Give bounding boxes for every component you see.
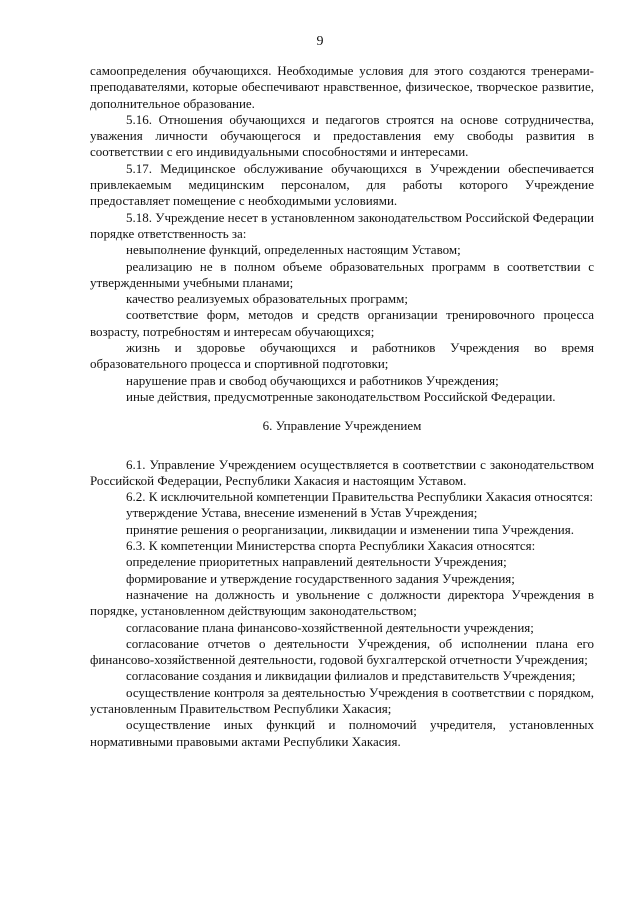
list-item: принятие решения о реорганизации, ликвидации и изменении типа Учреждения. [126,521,574,537]
list-item: иные действия, предусмотренные законодательством Российской Федерации. [126,388,556,404]
paragraph: 5.18. Учреждение несет в установленном законодательством Российской Федерации порядке ответственность за: [90,209,594,241]
paragraph: 5.17. Медицинское обслуживание обучающихся в Учреждении обеспечивается привлекаемым медицинским персоналом, для работы которого Учреждение предоставляет помещение с необходимыми условиями. [90,160,594,209]
list-item: согласование плана финансово-хозяйственной деятельности учреждения; [126,619,534,635]
list-item: формирование и утверждение государственного задания Учреждения; [126,570,515,586]
list-item: определение приоритетных направлений деятельности Учреждения; [126,554,507,570]
list-item: реализацию не в полном объеме образовательных программ в соответствии с утвержденными учебными планами; [90,258,594,290]
list-item: осуществление контроля за деятельностью Учреждения в соответствии с порядком, установленным Правительством Республики Хакасия; [90,684,594,716]
paragraph: 6.3. К компетенции Министерства спорта Республики Хакасия относятся: [126,538,536,554]
list-item: невыполнение функций, определенных настоящим Уставом; [126,242,461,258]
paragraph: самоопределения обучающихся. Необходимые условия для этого создаются тренерами-преподавателями, которые обеспечивают нравственное, физическое, творческое развитие, дополнительное образование. [90,63,594,111]
list-item: качество реализуемых образовательных программ; [126,291,408,307]
list-item: согласование создания и ликвидации филиалов и представительств Учреждения; [126,668,576,684]
page-number: 9 [316,34,324,49]
section-heading: 6. Управление Учреждением [262,418,422,434]
paragraph: 6.2. К исключительной компетенции Правительства Республики Хакасия относятся: [126,489,594,505]
list-item: согласование отчетов о деятельности Учреждения, об исполнении плана его финансово-хозяйственной деятельности, годовой бухгалтерской отчетности Учреждения; [90,635,594,668]
list-item: нарушение прав и свобод обучающихся и работников Учреждения; [126,372,499,388]
list-item: осуществление иных функций и полномочий учредителя, установленных нормативными правовыми актами Республики Хакасия. [90,717,594,749]
list-item: соответствие форм, методов и средств организации тренировочного процесса возрасту, потребностям и интересам обучающихся; [90,307,594,339]
document-body [90,63,594,750]
list-item: жизнь и здоровье обучающихся и работников Учреждения во время образовательного процесса и спортивной подготовки; [90,340,594,372]
paragraph: 5.16. Отношения обучающихся и педагогов строятся на основе сотрудничества, уважения личности обучающегося и предоставления ему свободы развития в соответствии с его индивидуальными способностями и интересами. [90,111,594,160]
paragraph: 6.1. Управление Учреждением осуществляется в соответствии с законодательством Российской Федерации, Республики Хакасия и настоящим Уставом. [90,456,594,488]
list-item: назначение на должность и увольнение с должности директора Учреждения в порядке, установленном действующим законодательством; [90,586,594,619]
list-item: утверждение Устава, внесение изменений в Устав Учреждения; [126,505,478,521]
